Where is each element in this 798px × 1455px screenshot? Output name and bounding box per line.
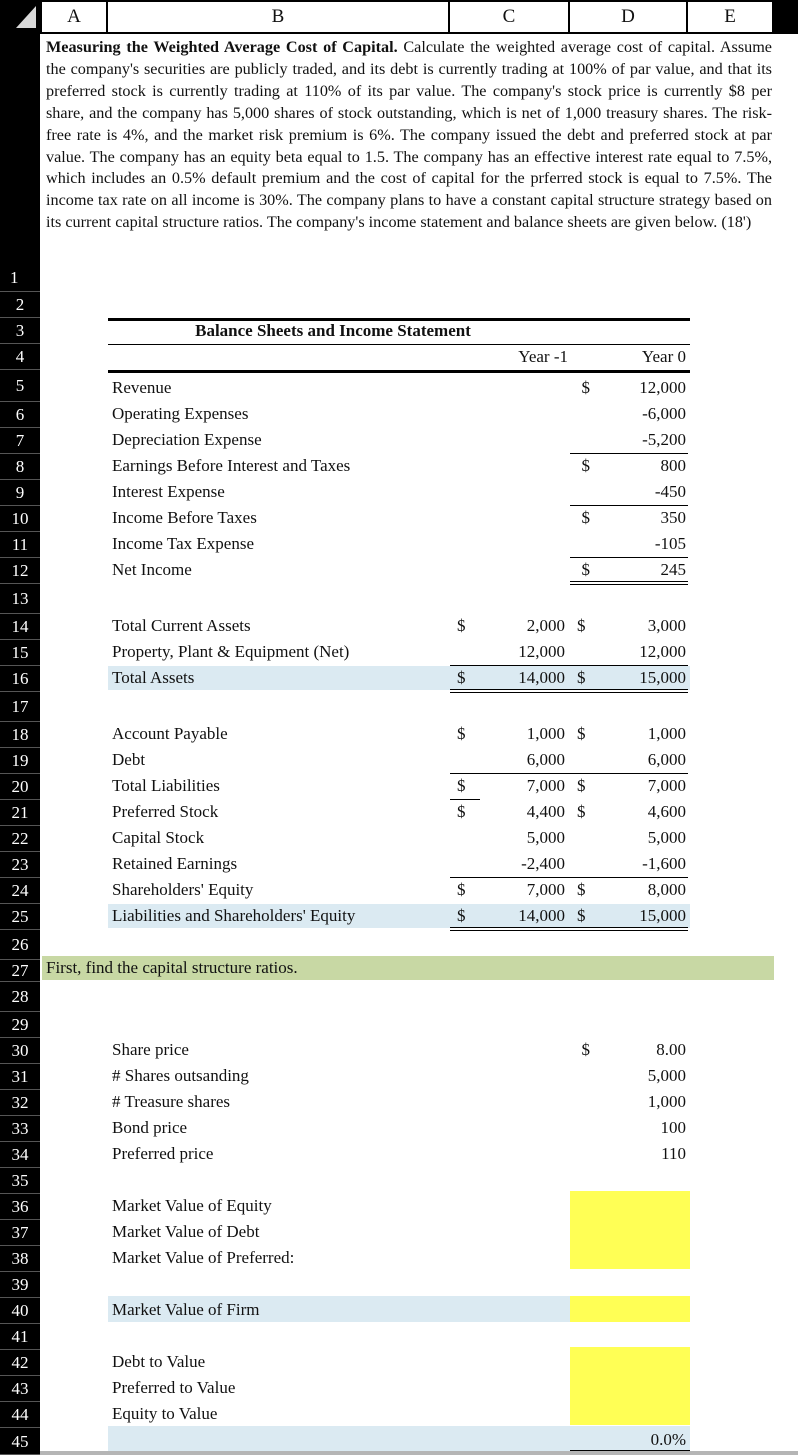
liability-label: Account Payable xyxy=(112,724,228,743)
currency-symbol: $ xyxy=(577,802,586,821)
year0-value[interactable]: 800 xyxy=(660,456,686,475)
row-header[interactable]: 27 xyxy=(11,961,29,980)
row-header[interactable]: 9 xyxy=(15,483,25,502)
ratio-label: Equity to Value xyxy=(112,1404,218,1423)
year-prev-value[interactable]: 7,000 xyxy=(526,776,565,795)
row-header[interactable]: 5 xyxy=(15,376,25,395)
row-header[interactable]: 26 xyxy=(11,935,29,954)
total-liab-top-border xyxy=(450,773,688,774)
ni-double-border-1 xyxy=(570,581,688,582)
row-header[interactable]: 19 xyxy=(11,751,29,770)
header-bottom-border xyxy=(108,370,690,373)
row-header[interactable]: 12 xyxy=(11,561,29,580)
row-header[interactable]: 24 xyxy=(11,881,29,900)
ratio-total-value[interactable]: 0.0% xyxy=(650,1430,686,1449)
line-item-label: Depreciation Expense xyxy=(112,430,262,449)
column-header-b[interactable]: B xyxy=(108,2,448,32)
ratios-input-area[interactable] xyxy=(570,1347,690,1425)
input-value[interactable]: 1,000 xyxy=(647,1092,686,1111)
year0-value[interactable]: 12,000 xyxy=(639,378,686,397)
ebit-top-border xyxy=(570,453,688,454)
row-header[interactable]: 3 xyxy=(15,321,25,340)
problem-body: Calculate the weighted average cost of capital. Assume the company's securities are publicly traded, and its debt is currently trading at 100% of par value, and that its preferred stock is currently trading at 110% of its par value. The company's stock price is currently $8 per share, and the company has 5,000 shares of stock outstanding, which is net of 1,000 treasury shares. The risk-free rate is 4%, and the market risk premium is 6%. The company issued the debt and preferred stock at par value. The company has an equity beta equal to 1.5. The company has an effective interest rate equal to 7.5%, which includes an 0.5% default premium and the cost of capital for the prferred stock is equal to 7.5%. The income tax rate on all income is 30%. The company plans to have a constant capital structure strategy based on its current capital structure ratios. The company's income statement and balance sheets are given below. (18') xyxy=(46,38,772,232)
year0-value[interactable]: 15,000 xyxy=(639,906,686,925)
ibt-top-border xyxy=(570,505,688,506)
equity-top-border xyxy=(450,877,688,878)
currency-symbol: $ xyxy=(577,616,586,635)
year0-value[interactable]: -1,600 xyxy=(642,854,686,873)
row-header[interactable]: 11 xyxy=(11,535,29,554)
line-item-label: Income Tax Expense xyxy=(112,534,255,553)
year0-value[interactable]: 12,000 xyxy=(639,642,686,661)
row-header[interactable]: 15 xyxy=(11,643,29,662)
column-header-d[interactable]: D xyxy=(570,2,686,32)
row-header[interactable]: 13 xyxy=(11,589,29,608)
input-value[interactable]: 100 xyxy=(660,1118,686,1137)
currency-symbol: $ xyxy=(457,906,466,925)
row-header[interactable]: 14 xyxy=(11,617,29,636)
input-label: Share price xyxy=(112,1040,189,1059)
row-header[interactable]: 10 xyxy=(11,509,29,528)
input-value[interactable]: 110 xyxy=(661,1144,686,1163)
year0-value[interactable]: -450 xyxy=(654,482,686,501)
liability-label: Capital Stock xyxy=(112,828,205,847)
year0-value[interactable]: 245 xyxy=(660,560,686,579)
liability-label: Total Liabilities xyxy=(112,776,220,795)
select-all-corner[interactable] xyxy=(0,0,40,34)
row-header[interactable]: 29 xyxy=(11,1015,29,1034)
total-liab-equity-double-border-2 xyxy=(450,930,688,931)
currency-symbol: $ xyxy=(577,776,586,795)
liability-label: Shareholders' Equity xyxy=(112,880,254,899)
row-header[interactable]: 1 xyxy=(10,268,19,287)
total-assets-top-border xyxy=(450,665,688,666)
row-header[interactable]: 30 xyxy=(11,1041,29,1060)
year0-value[interactable]: 5,000 xyxy=(647,828,686,847)
year0-value[interactable]: 8,000 xyxy=(647,880,686,899)
asset-label: Total Current Assets xyxy=(112,616,251,635)
line-item-label: Interest Expense xyxy=(112,482,225,501)
column-header-a[interactable]: A xyxy=(42,2,106,32)
ni-double-border-2 xyxy=(570,584,688,585)
row-header[interactable]: 35 xyxy=(11,1171,29,1190)
row-header[interactable]: 40 xyxy=(11,1301,29,1320)
row-header[interactable]: 6 xyxy=(15,405,25,424)
currency-symbol: $ xyxy=(577,906,586,925)
row-header[interactable]: 4 xyxy=(15,347,25,366)
input-label: # Shares outsanding xyxy=(112,1066,249,1085)
liability-label: Debt xyxy=(112,750,146,769)
liability-label: Liabilities and Shareholders' Equity xyxy=(112,906,356,925)
currency-symbol: $ xyxy=(457,724,466,743)
row-header[interactable]: 20 xyxy=(11,777,29,796)
market-value-label: Market Value of Debt xyxy=(112,1222,260,1241)
currency-symbol: $ xyxy=(457,880,466,899)
year0-value[interactable]: 3,000 xyxy=(647,616,686,635)
input-label: Preferred price xyxy=(112,1144,214,1163)
year0-value[interactable]: 4,600 xyxy=(647,802,686,821)
market-values-input-area[interactable] xyxy=(570,1191,690,1269)
year-prev-value[interactable]: 6,000 xyxy=(526,750,565,769)
line-item-label: Earnings Before Interest and Taxes xyxy=(112,456,351,475)
sheet-bottom-scroll-area[interactable] xyxy=(40,1451,798,1455)
currency-underline xyxy=(450,799,480,800)
year0-value[interactable]: -105 xyxy=(654,534,686,553)
row-header[interactable]: 38 xyxy=(11,1249,29,1268)
currency-symbol: $ xyxy=(581,1040,590,1059)
year-prev-value[interactable]: 7,000 xyxy=(526,880,565,899)
row-header[interactable]: 32 xyxy=(11,1093,29,1112)
year-prev-value[interactable]: 14,000 xyxy=(518,668,565,687)
row-header[interactable]: 31 xyxy=(11,1067,29,1086)
row-header[interactable]: 22 xyxy=(11,829,29,848)
market-value-label: Market Value of Equity xyxy=(112,1196,272,1215)
currency-symbol: $ xyxy=(457,802,466,821)
market-value-label: Market Value of Preferred: xyxy=(112,1248,295,1267)
asset-label: Property, Plant & Equipment (Net) xyxy=(112,642,350,661)
currency-symbol: $ xyxy=(581,378,590,397)
year0-value[interactable]: 1,000 xyxy=(647,724,686,743)
header-year-cur: Year 0 xyxy=(641,347,686,366)
total-liab-equity-double-border-1 xyxy=(450,927,688,928)
currency-symbol: $ xyxy=(457,616,466,635)
column-header-e[interactable]: E xyxy=(688,2,772,32)
row-header[interactable]: 21 xyxy=(11,803,29,822)
row-header[interactable]: 44 xyxy=(11,1405,29,1424)
row-header[interactable]: 39 xyxy=(11,1275,29,1294)
line-item-label: Net Income xyxy=(112,560,192,579)
currency-symbol: $ xyxy=(577,668,586,687)
year0-value[interactable]: -5,200 xyxy=(642,430,686,449)
row-header[interactable]: 18 xyxy=(11,725,29,744)
row-header[interactable]: 16 xyxy=(11,669,29,688)
year0-value[interactable]: -6,000 xyxy=(642,404,686,423)
line-item-label: Operating Expenses xyxy=(112,404,249,423)
asset-label: Total Assets xyxy=(112,668,195,687)
currency-symbol: $ xyxy=(577,880,586,899)
firm-value-label: Market Value of Firm xyxy=(112,1300,260,1319)
row-header[interactable]: 2 xyxy=(15,295,25,314)
row-header[interactable]: 37 xyxy=(11,1223,29,1242)
year-prev-value[interactable]: 12,000 xyxy=(518,642,565,661)
year-prev-value[interactable]: 4,400 xyxy=(526,802,565,821)
problem-statement[interactable] xyxy=(46,37,772,234)
row-header[interactable]: 42 xyxy=(11,1353,29,1372)
year-prev-value[interactable]: -2,400 xyxy=(521,854,565,873)
row-header[interactable]: 25 xyxy=(11,907,29,926)
row-header[interactable]: 28 xyxy=(11,987,29,1006)
row-header[interactable]: 33 xyxy=(11,1119,29,1138)
line-item-label: Revenue xyxy=(112,378,172,397)
step1-text: First, find the capital structure ratios. xyxy=(46,958,298,977)
select-all-icon xyxy=(16,6,36,28)
firm-value-input[interactable] xyxy=(570,1296,690,1322)
row-header[interactable]: 43 xyxy=(11,1379,29,1398)
currency-symbol: $ xyxy=(457,668,466,687)
header-year-prev: Year -1 xyxy=(518,347,568,366)
year0-value[interactable]: 350 xyxy=(660,508,686,527)
problem-title: Measuring the Weighted Average Cost of Capital. xyxy=(46,38,398,56)
currency-symbol: $ xyxy=(581,560,590,579)
year-prev-value[interactable]: 1,000 xyxy=(526,724,565,743)
currency-symbol: $ xyxy=(581,456,590,475)
input-label: Bond price xyxy=(112,1118,188,1137)
line-item-label: Income Before Taxes xyxy=(112,508,257,527)
row-header[interactable]: 34 xyxy=(11,1145,29,1164)
column-header-c[interactable]: C xyxy=(450,2,568,32)
row-header[interactable]: 8 xyxy=(15,457,25,476)
row-header[interactable]: 17 xyxy=(11,697,29,716)
currency-symbol: $ xyxy=(577,724,586,743)
title-bottom-border xyxy=(108,344,690,345)
total-assets-double-border-2 xyxy=(450,692,688,693)
liability-label: Retained Earnings xyxy=(112,854,238,873)
row-header[interactable]: 36 xyxy=(11,1197,29,1216)
input-value[interactable]: 8.00 xyxy=(656,1040,686,1059)
currency-symbol: $ xyxy=(581,508,590,527)
total-assets-double-border-1 xyxy=(450,689,688,690)
input-label: # Treasure shares xyxy=(112,1092,231,1111)
ratio-label: Debt to Value xyxy=(112,1352,206,1371)
statement-title: Balance Sheets and Income Statement xyxy=(195,321,471,340)
row-header[interactable]: 23 xyxy=(11,855,29,874)
row-header[interactable]: 45 xyxy=(11,1432,29,1451)
year0-value[interactable]: 7,000 xyxy=(647,776,686,795)
year0-value[interactable]: 6,000 xyxy=(647,750,686,769)
row-header[interactable]: 41 xyxy=(11,1327,29,1346)
row-header[interactable]: 7 xyxy=(15,431,25,450)
year0-value[interactable]: 15,000 xyxy=(639,668,686,687)
year-prev-value[interactable]: 14,000 xyxy=(518,906,565,925)
input-value[interactable]: 5,000 xyxy=(647,1066,686,1085)
year-prev-value[interactable]: 2,000 xyxy=(526,616,565,635)
ratio-label: Preferred to Value xyxy=(112,1378,236,1397)
year-prev-value[interactable]: 5,000 xyxy=(526,828,565,847)
currency-symbol: $ xyxy=(457,776,466,795)
ni-top-border xyxy=(570,557,688,558)
liability-label: Preferred Stock xyxy=(112,802,219,821)
